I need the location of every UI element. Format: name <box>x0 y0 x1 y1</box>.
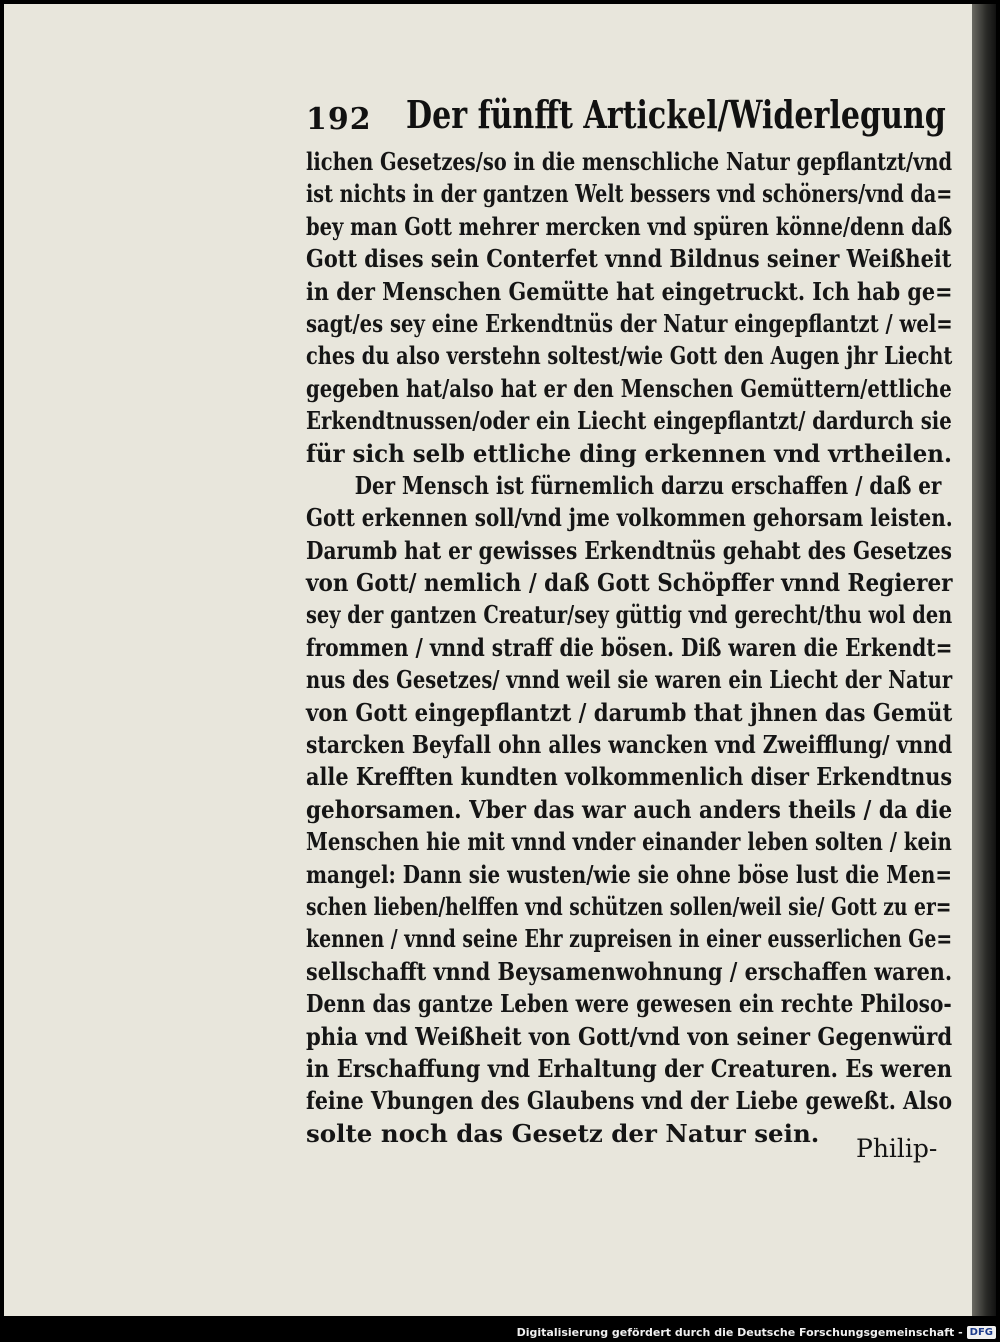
text-line: von Gott/ nemlich / daß Gott Schöpffer vnnd Regierer <box>306 568 953 598</box>
text-line: kennen / vnnd seine Ehr zupreisen in einer eusserlichen Ge= <box>306 924 953 954</box>
text-line: sagt/es sey eine Erkendtnüs der Natur eingepflantzt / wel= <box>306 308 953 338</box>
paragraph-start-line: Der Mensch ist fürnemlich darzu erschaffen / daß er <box>354 470 942 500</box>
text-line: Erkendtnussen/oder ein Liecht eingepflantzt/ dardurch sie <box>306 406 952 436</box>
text-line: für sich selb ettliche ding erkennen vnd vrtheilen. <box>306 438 952 468</box>
text-line: gehorsamen. Vber das war auch anders theils / da die <box>306 794 953 824</box>
text-line: solte noch das Gesetz der Natur sein. <box>306 1118 820 1148</box>
running-head: Der fünfft Artickel/Widerlegung <box>406 92 946 137</box>
catchword: Philip- <box>856 1134 938 1163</box>
page-header <box>306 92 946 142</box>
text-line: Menschen hie mit vnnd vnder einander leben solten / kein <box>306 827 952 857</box>
text-line: phia vnd Weißheit von Gott/vnd von seiner Gegenwürd <box>306 1021 953 1051</box>
text-line: Gott dises sein Conterfet vnnd Bildnus seiner Weißheit <box>306 244 952 274</box>
text-line: schen lieben/helffen vnd schützen sollen/weil sie/ Gott zu er= <box>306 891 952 921</box>
text-line: sey der gantzen Creatur/sey güttig vnd gerecht/thu wol den <box>306 600 953 630</box>
footer-credit <box>516 1322 1000 1342</box>
text-line: gegeben hat/also hat er den Menschen Gemüttern/ettliche <box>306 373 952 403</box>
book-gutter <box>972 4 996 1316</box>
text-line: nus des Gesetzes/ vnnd weil sie waren ein Liecht der Natur <box>306 665 953 695</box>
text-line: mangel: Dann sie wusten/wie sie ohne böse lust die Men= <box>306 859 953 889</box>
text-line: Darumb hat er gewisses Erkendtnüs gehabt des Gesetzes <box>306 535 953 565</box>
text-line: sellschafft vnnd Beysamenwohnung / erschaffen waren. <box>306 956 953 986</box>
text-line: Gott erkennen soll/vnd jme volkommen gehorsam leisten. <box>306 503 953 533</box>
text-line: starcken Beyfall ohn alles wancken vnd Zweifflung/ vnnd <box>306 730 953 760</box>
page-number: 192 <box>306 102 372 137</box>
text-line: lichen Gesetzes/so in die menschliche Natur gepflantzt/vnd <box>306 147 953 176</box>
dfg-logo: DFG <box>967 1326 996 1339</box>
funding-credit-text: Digitalisierung gefördert durch die Deutsche Forschungsgemeinschaft - <box>516 1325 963 1339</box>
text-line: ist nichts in der gantzen Welt bessers vnd schöners/vnd da= <box>306 179 953 209</box>
text-line: von Gott eingepflantzt / darumb that jhnen das Gemüt <box>306 697 953 727</box>
text-line: frommen / vnnd straff die bösen. Diß waren die Erkendt= <box>306 632 953 662</box>
text-line: feine Vbungen des Glaubens vnd der Liebe geweßt. Also <box>306 1086 953 1116</box>
text-line: ches du also verstehn soltest/wie Gott den Augen jhr Liecht <box>306 341 953 371</box>
text-line: alle Krefften kundten volkommenlich diser Erkendtnus <box>306 762 953 792</box>
text-line: bey man Gott mehrer mercken vnd spüren könne/denn daß <box>306 211 953 241</box>
text-line: in Erschaffung vnd Erhaltung der Creaturen. Es weren <box>306 1053 953 1083</box>
text-line: in der Menschen Gemütte hat eingetruckt. Ich hab ge= <box>306 276 953 306</box>
body-text <box>306 146 952 1150</box>
text-line: Denn das gantze Leben were gewesen ein rechte Philoso- <box>306 989 952 1019</box>
